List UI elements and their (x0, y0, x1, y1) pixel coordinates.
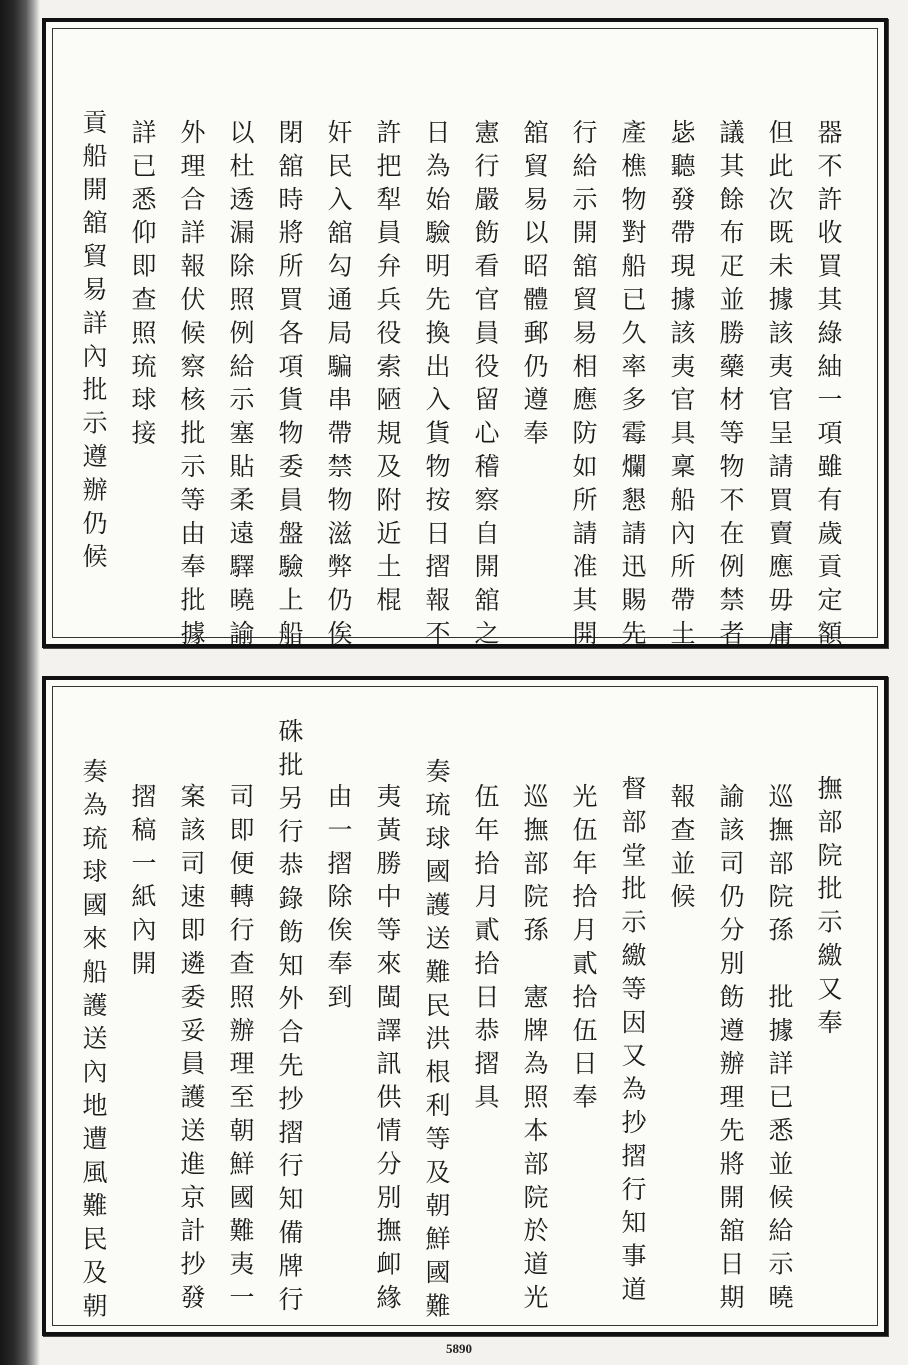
text-column: 由一摺除俟奉到 (324, 783, 353, 1017)
text-column: 日為始驗明先換出入貨物按日摺報不 (422, 119, 451, 654)
text-column: 司即便轉行查照辦理至朝鮮國難夷一 (226, 783, 255, 1318)
text-column: 光伍年拾月貳拾伍日奉 (569, 783, 598, 1117)
text-column: 以杜透漏除照例給示塞貼柔遠驛曉諭 (226, 119, 255, 654)
text-column: 產樵物對船已久率多霉爛懇請迅賜先 (618, 119, 647, 654)
text-column: 撫部院批示繳又奉 (814, 775, 843, 1043)
text-column: 貢船開舘貿易詳內批示遵辦仍候 (79, 109, 108, 577)
book-binding-shadow (0, 0, 40, 1365)
text-column: 外理合詳報伏候察核批示等由奉批據 (177, 119, 206, 654)
text-column: 但此次既未據該夷官呈請買賣應毋庸 (765, 119, 794, 654)
text-column: 詳已悉仰即查照琉球接 (128, 119, 157, 453)
text-column: 舘貿易以昭體郵仍遵奉 (520, 119, 549, 453)
text-column: 巡撫部院孫 批據詳已悉並候給示曉 (765, 783, 794, 1318)
text-column: 奸民入舘勾通局騙串帶禁物滋弊仍俟 (324, 119, 353, 654)
text-column: 摺稿一紙內開 (128, 783, 157, 984)
page-number: 5890 (446, 1341, 472, 1356)
text-column: 憲行嚴飭看官員役留心稽察自開舘之 (471, 119, 500, 654)
text-column: 奏琉球國護送難民洪根利等及朝鮮國難 (422, 758, 451, 1326)
text-column: 議其餘布疋並勝藥材等物不在例禁者 (716, 119, 745, 654)
text-column: 報查並候 (667, 783, 696, 917)
text-column: 硃批另行恭錄飭知外合先抄摺行知備牌行 (275, 718, 304, 1320)
text-column: 奏為琉球國來船護送內地遭風難民及朝 (79, 758, 108, 1326)
text-column: 器不許收買其綠紬一項雖有歲貢定額 (814, 119, 843, 654)
text-column: 行給示開舘貿易相應防如所請准其開 (569, 119, 598, 654)
text-column: 巡撫部院孫 憲牌為照本部院於道光 (520, 783, 549, 1318)
top-text-panel (42, 18, 888, 654)
text-column: 許把犁員弁兵役索陋規及附近土棍 (373, 119, 402, 620)
text-column: 夷黃勝中等來閩譯訊供情分別撫卹緣 (373, 783, 402, 1318)
text-column: 諭該司仍分別飭遵辦理先將開舘日期 (716, 783, 745, 1318)
text-column: 伍年拾月貳拾日恭摺具 (471, 783, 500, 1117)
text-column: 督部堂批示繳等因又為抄摺行知事道 (618, 775, 647, 1310)
text-column: 毖聽發帶現據該夷官具稟船內所帶土 (667, 119, 696, 654)
text-column: 案該司速即遴委妥員護送進京計抄發 (177, 783, 206, 1318)
text-column: 閉舘時將所買各項貨物委員盤驗上船 (275, 119, 304, 654)
bottom-text-panel (42, 676, 888, 1336)
